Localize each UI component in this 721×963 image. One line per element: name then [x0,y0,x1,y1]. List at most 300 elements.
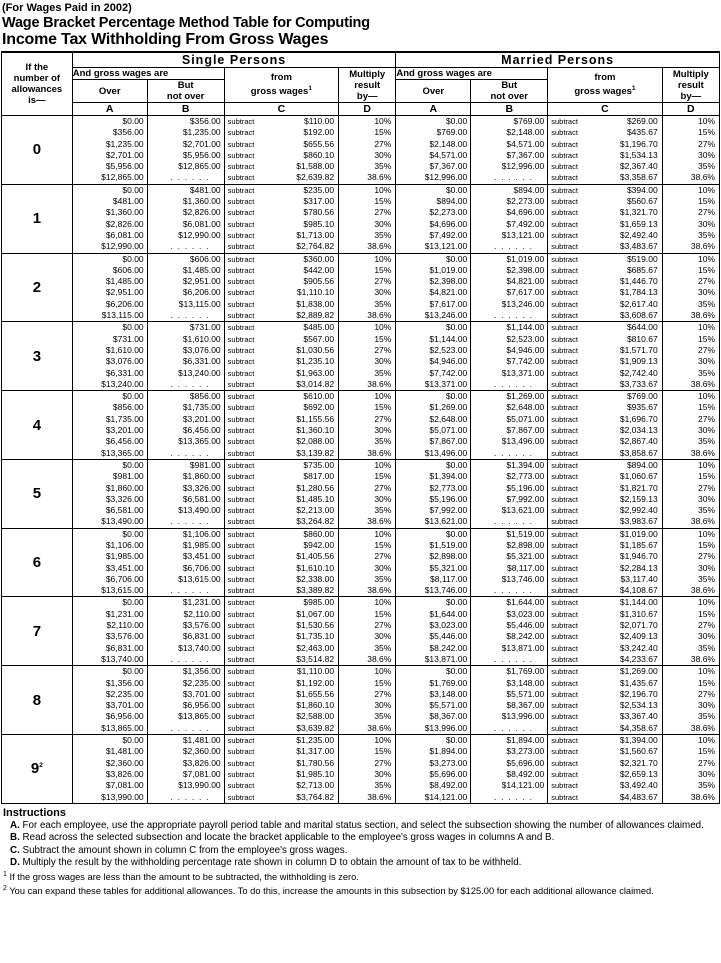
value-subtract: $2,321.70 [619,757,658,768]
subtract-row [548,379,661,390]
subtract-label: subtract [227,689,255,699]
subtract-label: subtract [227,643,255,653]
value-over: $7,617.00 [429,298,468,309]
subtract-row [548,230,661,241]
value-over: $13,246.00 [424,310,468,321]
value-rate: 27% [697,482,715,493]
subtract-label: subtract [227,230,255,240]
value-over: $7,492.00 [429,229,468,240]
subtract-label: subtract [227,379,255,389]
value-over: $14,121.00 [424,791,468,802]
value-subtract: $1,321.70 [619,207,658,218]
single-column-d [339,528,396,597]
value-rate: 38.6% [367,516,392,527]
subtract-label: subtract [551,345,578,355]
value-subtract: $110.00 [304,116,335,126]
value-subtract: $655.56 [303,138,335,149]
table-row [2,253,720,322]
subtract-label: subtract [227,323,255,333]
value-subtract: $1,659.13 [619,218,658,229]
subtract-label: subtract [551,792,578,802]
value-rate: 38.6% [690,722,715,733]
subtract-label: subtract [551,483,578,493]
value-not-over: $13,246.00 [501,298,545,309]
value-rate: 27% [374,482,392,493]
value-over: $13,996.00 [424,722,468,733]
subtract-label: subtract [227,437,255,447]
value-over: $2,148.00 [429,138,468,149]
value-not-over: $5,071.00 [506,413,545,424]
value-subtract: $2,338.00 [296,573,335,584]
value-over: $731.00 [112,333,144,344]
allowance-count-cell [2,597,73,666]
value-over: $0.00 [122,735,144,746]
value-subtract: $1,235.10 [296,356,335,367]
subtract-label: subtract [551,414,578,424]
value-over: $0.00 [445,597,468,608]
value-not-over: $4,696.00 [506,207,545,218]
subtract-label: subtract [551,379,578,389]
subtract-row [548,391,661,402]
value-not-over: . . . . . . [170,585,210,596]
value-rate: 10% [374,459,392,470]
allowance-count: 6 [32,554,42,572]
value-over: $5,571.00 [429,700,468,711]
subtract-row [548,574,661,585]
subtract-row [548,471,661,482]
value-over: $981.00 [112,471,144,482]
value-rate: 27% [374,620,392,631]
value-subtract: $3,014.82 [296,378,335,389]
subtract-label: subtract [551,574,578,584]
subtract-row [548,345,661,356]
married-column-b [471,322,548,391]
allowance-count: 1 [32,210,42,228]
single-column-d [339,391,396,460]
married-column-a [396,528,471,597]
value-over: $0.00 [122,253,144,264]
value-not-over: $5,571.00 [506,688,545,699]
value-not-over: $13,115.00 [178,298,221,309]
married-column-c [548,597,662,666]
single-column-a [72,459,147,528]
value-subtract: $317.00 [303,196,335,207]
value-over: $0.00 [122,666,144,677]
value-not-over: $3,701.00 [182,688,221,699]
value-over: $8,367.00 [429,711,468,722]
subtract-label: subtract [551,609,578,619]
value-over: $5,196.00 [429,493,468,504]
subtract-row [225,116,338,127]
subtract-row [548,666,661,677]
allowance-count-cell [2,184,73,253]
value-subtract: $3,983.67 [619,516,658,527]
subtract-label: subtract [227,736,255,746]
value-over: $1,894.00 [429,746,468,757]
value-not-over: . . . . . . [494,516,534,527]
value-over: $0.00 [445,184,468,195]
subtract-label: subtract [227,586,255,596]
value-over: $2,951.00 [105,287,144,298]
married-column-a [396,735,471,804]
value-not-over: $1,481.00 [182,735,221,746]
value-rate: 27% [697,138,715,149]
married-column-b [471,666,548,735]
subtract-row [225,127,338,138]
value-over: $13,240.00 [101,378,144,389]
instruction-text: Subtract the amount shown in column C from the employee's gross wages. [22,844,348,856]
single-column-a [72,528,147,597]
value-not-over: $2,648.00 [506,402,545,413]
allowance-count: 3 [32,347,42,365]
value-not-over: $6,206.00 [182,287,221,298]
subtract-row [225,379,338,390]
value-not-over: $981.00 [189,459,221,470]
value-rate: 35% [697,711,715,722]
value-rate: 38.6% [690,310,715,321]
value-rate: 27% [374,138,392,149]
value-not-over: $7,867.00 [506,425,545,436]
value-rate: 38.6% [367,722,392,733]
value-over: $1,610.00 [105,344,144,355]
value-subtract: $2,034.13 [619,425,658,436]
value-not-over: $13,365.00 [178,436,221,447]
subtract-label: subtract [551,689,578,699]
value-over: $0.00 [122,391,144,402]
single-column-a [72,391,147,460]
value-over: $2,273.00 [429,207,468,218]
value-not-over: . . . . . . [170,722,210,733]
value-not-over: $6,081.00 [182,218,221,229]
value-rate: 38.6% [367,791,392,802]
subtract-row [548,563,661,574]
value-over: $1,356.00 [105,677,144,688]
subtract-label: subtract [551,437,578,447]
single-gross-wages-sup: gross wages$^1$ [250,85,312,98]
value-not-over: . . . . . . [170,516,210,527]
value-rate: 30% [374,768,392,779]
value-rate: 27% [697,688,715,699]
value-not-over: $13,490.00 [178,505,221,516]
subtract-label: subtract [227,552,255,562]
subtract-label: subtract [227,517,255,527]
value-over: $13,865.00 [101,722,144,733]
value-rate: 10% [374,116,392,126]
value-not-over: . . . . . . [170,791,210,802]
subtract-label: subtract [551,781,578,791]
married-column-b [471,528,548,597]
married-column-d [662,459,719,528]
subtract-row [548,241,661,252]
subtract-label: subtract [227,654,255,664]
value-subtract: $1,821.70 [619,482,658,493]
value-not-over: $5,446.00 [506,620,545,631]
value-subtract: $1,610.10 [296,562,335,573]
subtract-label: subtract [551,230,578,240]
value-not-over: $13,865.00 [178,711,221,722]
value-over: $1,269.00 [429,402,468,413]
subtract-row [548,585,661,596]
single-column-d [339,735,396,804]
subtract-row [548,700,661,711]
value-rate: 38.6% [367,447,392,458]
allowance-count: 8 [32,691,42,709]
subtract-row [548,654,661,665]
subtract-row [548,265,661,276]
subtract-label: subtract [227,621,255,631]
value-subtract: $1,060.67 [619,471,658,482]
value-not-over: $2,360.00 [182,746,221,757]
value-not-over: $2,235.00 [182,677,221,688]
subtract-row [225,540,338,551]
value-rate: 35% [697,367,715,378]
value-subtract: $3,389.82 [296,585,335,596]
married-column-a [396,459,471,528]
value-rate: 15% [697,402,715,413]
subtract-label: subtract [551,563,578,573]
value-rate: 27% [374,207,392,218]
subtract-row [548,150,661,161]
value-over: $2,360.00 [105,757,144,768]
value-subtract: $2,617.40 [619,298,658,309]
value-rate: 38.6% [690,791,715,802]
subtract-label: subtract [227,357,255,367]
value-over: $1,769.00 [429,677,468,688]
value-over: $6,081.00 [105,229,144,240]
instruction-item [0,819,721,832]
value-over: $6,456.00 [105,436,144,447]
value-not-over: $13,615.00 [178,573,221,584]
subtract-label: subtract [551,540,578,550]
value-subtract: $1,317.00 [296,746,335,757]
group-header-single: Single Persons [72,53,396,68]
subtract-label: subtract [227,128,255,138]
value-over: $5,956.00 [105,161,144,172]
value-rate: 30% [374,631,392,642]
value-not-over: $606.00 [189,253,221,264]
value-rate: 15% [374,264,392,275]
value-subtract: $1,909.13 [619,356,658,367]
subtract-row [225,425,338,436]
value-over: $2,523.00 [429,344,468,355]
married-column-b [471,735,548,804]
value-over: $5,696.00 [429,768,468,779]
subtract-label: subtract [227,747,255,757]
subtract-row [548,139,661,150]
subtract-row [225,299,338,310]
value-over: $0.00 [122,528,144,539]
value-not-over: $1,610.00 [182,333,221,344]
value-over: $12,990.00 [101,241,144,252]
col-letter-single-b: B [147,103,224,116]
value-rate: 38.6% [690,241,715,252]
subtract-row [548,460,661,471]
value-subtract: $1,963.00 [296,367,335,378]
value-not-over: $2,898.00 [506,539,545,550]
value-rate: 10% [697,528,715,539]
value-rate: 10% [697,391,715,402]
subtract-row [225,230,338,241]
col-letter-married-d: D [662,103,719,116]
subtract-label: subtract [227,678,255,688]
allowance-count: 0 [32,141,42,159]
subtract-label: subtract [551,460,578,470]
value-over: $0.00 [445,391,468,402]
col-letter-married-a: A [396,103,471,116]
subtract-label: subtract [551,723,578,733]
value-over: $6,581.00 [105,505,144,516]
value-over: $13,365.00 [101,447,144,458]
value-not-over: $1,769.00 [506,666,545,677]
subtract-row [548,746,661,757]
value-not-over: . . . . . . [170,653,210,664]
subtract-row [548,219,661,230]
value-subtract: $4,483.67 [619,791,658,802]
value-subtract: $3,608.67 [619,310,658,321]
subtract-row [225,551,338,562]
value-subtract: $2,159.13 [619,493,658,504]
married-column-b [471,253,548,322]
subtract-label: subtract [227,448,255,458]
single-column-c [224,253,338,322]
value-over: $3,326.00 [105,493,144,504]
subtract-row [225,241,338,252]
value-over: $7,081.00 [105,780,144,791]
subtract-label: subtract [227,173,255,183]
value-subtract: $1,530.56 [296,620,335,631]
subtract-label: subtract [551,197,578,207]
value-over: $13,740.00 [101,653,144,664]
value-subtract: $769.00 [626,391,658,402]
value-rate: 30% [374,425,392,436]
value-not-over: $3,451.00 [182,551,221,562]
allowance-header-l4: is— [28,95,46,106]
value-rate: 30% [697,631,715,642]
allowance-count: 9 [30,760,40,778]
value-subtract: $1,860.10 [296,700,335,711]
value-subtract: $2,284.13 [619,562,658,573]
value-rate: 38.6% [367,585,392,596]
value-over: $1,019.00 [429,264,468,275]
value-not-over: $6,581.00 [182,493,221,504]
subtract-label: subtract [551,254,578,264]
subtract-row [548,322,661,333]
value-not-over: $2,701.00 [182,138,221,149]
value-over: $3,076.00 [105,356,144,367]
value-not-over: . . . . . . [494,378,534,389]
subtract-row [548,551,661,562]
value-subtract: $1,310.67 [619,608,658,619]
header-paid-year: (For Wages Paid in 2002) [2,2,132,14]
value-over: $7,992.00 [429,505,468,516]
value-over: $1,985.00 [105,551,144,562]
value-subtract: $442.00 [303,264,335,275]
value-rate: 35% [374,505,392,516]
value-over: $12,865.00 [101,172,144,183]
allowance-count: 5 [32,485,42,503]
value-over: $1,860.00 [105,482,144,493]
value-subtract: $1,735.10 [296,631,335,642]
married-gross-wages-label: And gross wages are [396,68,548,80]
value-over: $2,826.00 [105,218,144,229]
value-rate: 30% [374,218,392,229]
subtract-label: subtract [227,311,255,321]
subtract-row [225,322,338,333]
subtract-row [548,448,661,459]
value-rate: 27% [697,757,715,768]
value-not-over: . . . . . . [494,722,534,733]
table-row [2,528,720,597]
value-subtract: $1,360.10 [296,425,335,436]
single-column-a [72,666,147,735]
value-rate: 15% [374,127,392,138]
value-subtract: $1,280.56 [296,482,335,493]
value-not-over: $2,773.00 [506,471,545,482]
subtract-label: subtract [551,517,578,527]
value-not-over: $4,946.00 [506,344,545,355]
subtract-label: subtract [551,654,578,664]
subtract-label: subtract [227,506,255,516]
value-rate: 15% [697,333,715,344]
subtract-label: subtract [551,311,578,321]
value-not-over: $5,696.00 [506,757,545,768]
value-subtract: $644.00 [626,322,658,333]
subtract-label: subtract [551,208,578,218]
single-column-b [147,528,224,597]
allowance-footnote-marker: 2 [39,762,43,770]
table-row [2,116,720,185]
subtract-label: subtract [551,448,578,458]
subtract-label: subtract [227,242,255,252]
subtract-row [225,460,338,471]
subtract-label: subtract [551,403,578,413]
subtract-label: subtract [227,185,255,195]
value-rate: 27% [374,413,392,424]
subtract-label: subtract [227,563,255,573]
subtract-row [225,402,338,413]
single-column-c [224,528,338,597]
value-subtract: $1,485.10 [296,493,335,504]
value-over: $2,398.00 [429,276,468,287]
subtract-row [548,287,661,298]
subtract-row [225,196,338,207]
subtract-label: subtract [227,667,255,677]
table-row [2,322,720,391]
subtract-row [548,597,661,608]
value-over: $8,242.00 [429,642,468,653]
value-not-over: $7,367.00 [506,149,545,160]
value-not-over: $731.00 [189,322,221,333]
subhead-row-1 [2,68,720,80]
value-not-over: $1,894.00 [506,735,545,746]
value-subtract: $485.00 [303,322,335,333]
value-rate: 15% [697,608,715,619]
subtract-row [225,792,338,803]
value-not-over: $13,121.00 [501,229,545,240]
value-subtract: $2,764.82 [296,241,335,252]
value-not-over: . . . . . . [494,791,534,802]
subtract-row [548,356,661,367]
value-not-over: . . . . . . [494,241,534,252]
subtract-label: subtract [551,529,578,539]
single-column-a [72,116,147,185]
subtract-label: subtract [227,299,255,309]
value-subtract: $560.67 [626,196,658,207]
value-over: $7,367.00 [429,161,468,172]
subtract-row [225,711,338,722]
value-rate: 38.6% [367,172,392,183]
value-subtract: $3,858.67 [619,447,658,458]
